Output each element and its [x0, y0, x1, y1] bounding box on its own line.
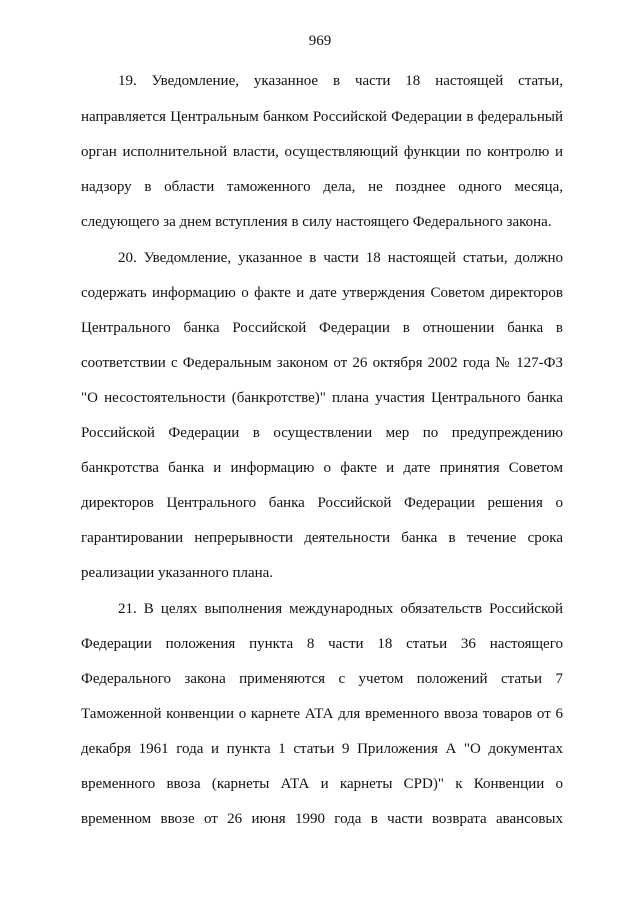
text-line: Федерального закона применяются с учетом положений статьи 7	[81, 671, 563, 687]
text-line: временного ввоза (карнеты АТА и карнеты CPD)" к Конвенции о	[81, 776, 563, 792]
text-line: временном ввозе от 26 июня 1990 года в части возврата авансовых	[81, 811, 563, 827]
text-line: гарантировании непрерывности деятельности банка в течение срока	[81, 530, 563, 546]
text-line: "О несостоятельности (банкротстве)" плана участия Центрального банка	[81, 390, 563, 406]
text-line: Российской Федерации в осуществлении мер по предупреждению	[81, 425, 563, 441]
text-line: соответствии с Федеральным законом от 26 октября 2002 года № 127-ФЗ	[81, 355, 563, 371]
text-line: реализации указанного плана.	[81, 565, 274, 581]
text-line: направляется Центральным банком Российской Федерации в федеральный	[81, 109, 563, 125]
text-line: Таможенной конвенции о карнете АТА для временного ввоза товаров от 6	[81, 706, 563, 722]
text-line: Федерации положения пункта 8 части 18 статьи 36 настоящего	[81, 636, 563, 652]
text-line: содержать информацию о факте и дате утверждения Советом директоров	[81, 285, 563, 301]
text-line: банкротства банка и информацию о факте и дате принятия Советом	[81, 460, 563, 476]
text-line: декабря 1961 года и пункта 1 статьи 9 Приложения А "О документах	[81, 741, 563, 757]
text-line: орган исполнительной власти, осуществляющий функции по контролю и	[81, 144, 563, 160]
text-line: 21. В целях выполнения международных обязательств Российской	[118, 601, 563, 617]
text-line: надзору в области таможенного дела, не позднее одного месяца,	[81, 179, 563, 195]
text-line: директоров Центрального банка Российской Федерации решения о	[81, 495, 563, 511]
text-line: 19. Уведомление, указанное в части 18 настоящей статьи,	[118, 73, 563, 89]
page-number: 969	[308, 33, 332, 49]
text-line: следующего за днем вступления в силу настоящего Федерального закона.	[81, 214, 552, 230]
text-line: 20. Уведомление, указанное в части 18 настоящей статьи, должно	[118, 250, 563, 266]
text-line: Центрального банка Российской Федерации в отношении банка в	[81, 320, 563, 336]
